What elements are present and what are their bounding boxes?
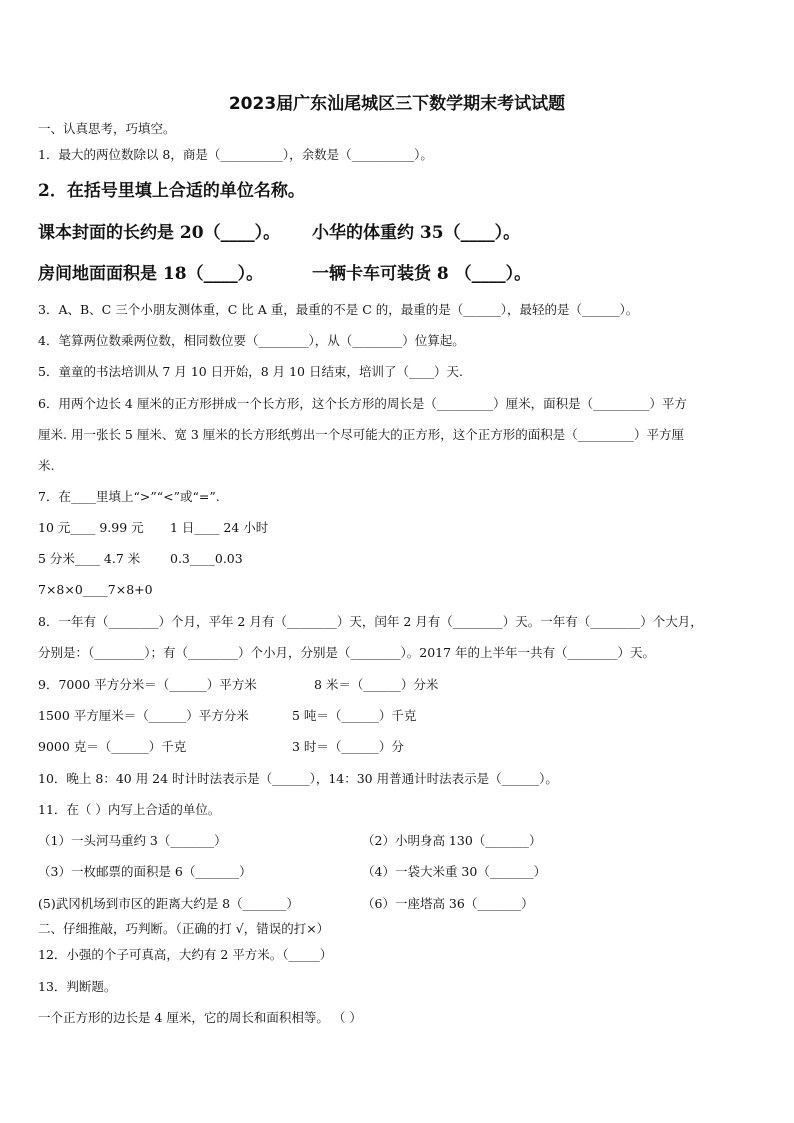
question-4: 4．笔算两位数乘两位数，相同数位要（________），从（________）位算起。 (38, 333, 465, 348)
question-5: 5．童童的书法培训从 7 月 10 日开始，8 月 10 日结束，培训了（____）天. (38, 364, 463, 379)
question-7d: 0.3____0.03 (170, 551, 243, 566)
question-10: 10．晚上 8：40 用 24 时计时法表示是（______），14：30 用普通计时法表示是（______）。 (38, 771, 558, 786)
question-11-item-6: （6）一座塔高 36（_______） (362, 896, 534, 911)
question-9b: 8 米＝（______）分米 (314, 677, 439, 692)
question-9f: 3 时＝（______）分 (292, 739, 404, 754)
question-13a: 一个正方形的边长是 4 厘米，它的周长和面积相等。 （ ） (38, 1010, 362, 1025)
question-11-item-4: （4）一袋大米重 30（_______） (362, 864, 547, 879)
question-9c: 1500 平方厘米＝（______）平方分米 (38, 708, 249, 723)
question-7: 7．在____里填上“>”“<”或“=”. (38, 489, 220, 504)
question-11-item-1: （1）一头河马重约 3（_______） (38, 833, 227, 848)
question-9d: 5 吨＝（______）千克 (292, 708, 417, 723)
question-11-item-3: （3）一枚邮票的面积是 6（_______） (38, 864, 252, 879)
question-2d: 一辆卡车可装货 8 （____）。 (312, 264, 532, 284)
question-7e: 7×8×0____7×8+0 (38, 582, 153, 597)
question-11-item-2: （2）小明身高 130（_______） (362, 833, 542, 848)
question-12: 12．小强的个子可真高，大约有 2 平方米。（_____） (38, 947, 333, 962)
question-7c: 5 分米____ 4.7 米 (38, 551, 141, 566)
section-1-heading: 一、认真思考，巧填空。 (38, 121, 176, 136)
question-3: 3．A、B、C 三个小朋友测体重，C 比 A 重，最重的不是 C 的，最重的是（______），最轻的是（______）。 (38, 302, 639, 317)
question-1: 1．最大的两位数除以 8，商是（__________），余数是（__________）。 (38, 147, 433, 162)
question-6-line-2: 厘米. 用一张长 5 厘米、宽 3 厘米的长方形纸剪出一个尽可能大的正方形，这个正方形的面积是（_________）平方厘 (38, 427, 684, 442)
question-6-line-3: 米. (38, 458, 55, 473)
question-9a: 9．7000 平方分米＝（______）平方米 (38, 677, 257, 692)
question-7b: 1 日____ 24 小时 (170, 520, 269, 535)
question-6-line-1: 6．用两个边长 4 厘米的正方形拼成一个长方形，这个长方形的周长是（_________）厘米，面积是（_________）平方 (38, 396, 687, 411)
question-11-item-5: (5)武冈机场到市区的距离大约是 8（_______） (38, 896, 299, 911)
question-13: 13．判断题。 (38, 979, 117, 994)
question-2b: 小华的体重约 35（____）。 (312, 223, 521, 243)
section-2-heading: 二、仔细推敲，巧判断。（正确的打 √，错误的打×） (38, 921, 330, 936)
question-2a: 课本封面的长约是 20（____）。 (38, 223, 281, 243)
question-8-line-1: 8．一年有（________）个月，平年 2 月有（________）天，闰年 2 月有（________）天。一年有（________）个大月， (38, 614, 703, 629)
question-7a: 10 元____ 9.99 元 (38, 520, 144, 535)
question-9e: 9000 克＝（______）千克 (38, 739, 187, 754)
question-8-line-2: 分别是：（________）；有（________）个小月，分别是（________）。2017 年的上半年一共有（________）天。 (38, 645, 656, 660)
question-2: 2．在括号里填上合适的单位名称。 (38, 181, 305, 201)
question-2c: 房间地面面积是 18（____）。 (38, 264, 264, 284)
page-title: 2023届广东汕尾城区三下数学期末考试试题 (228, 94, 566, 114)
question-11: 11．在（ ）内写上合适的单位。 (38, 802, 221, 817)
